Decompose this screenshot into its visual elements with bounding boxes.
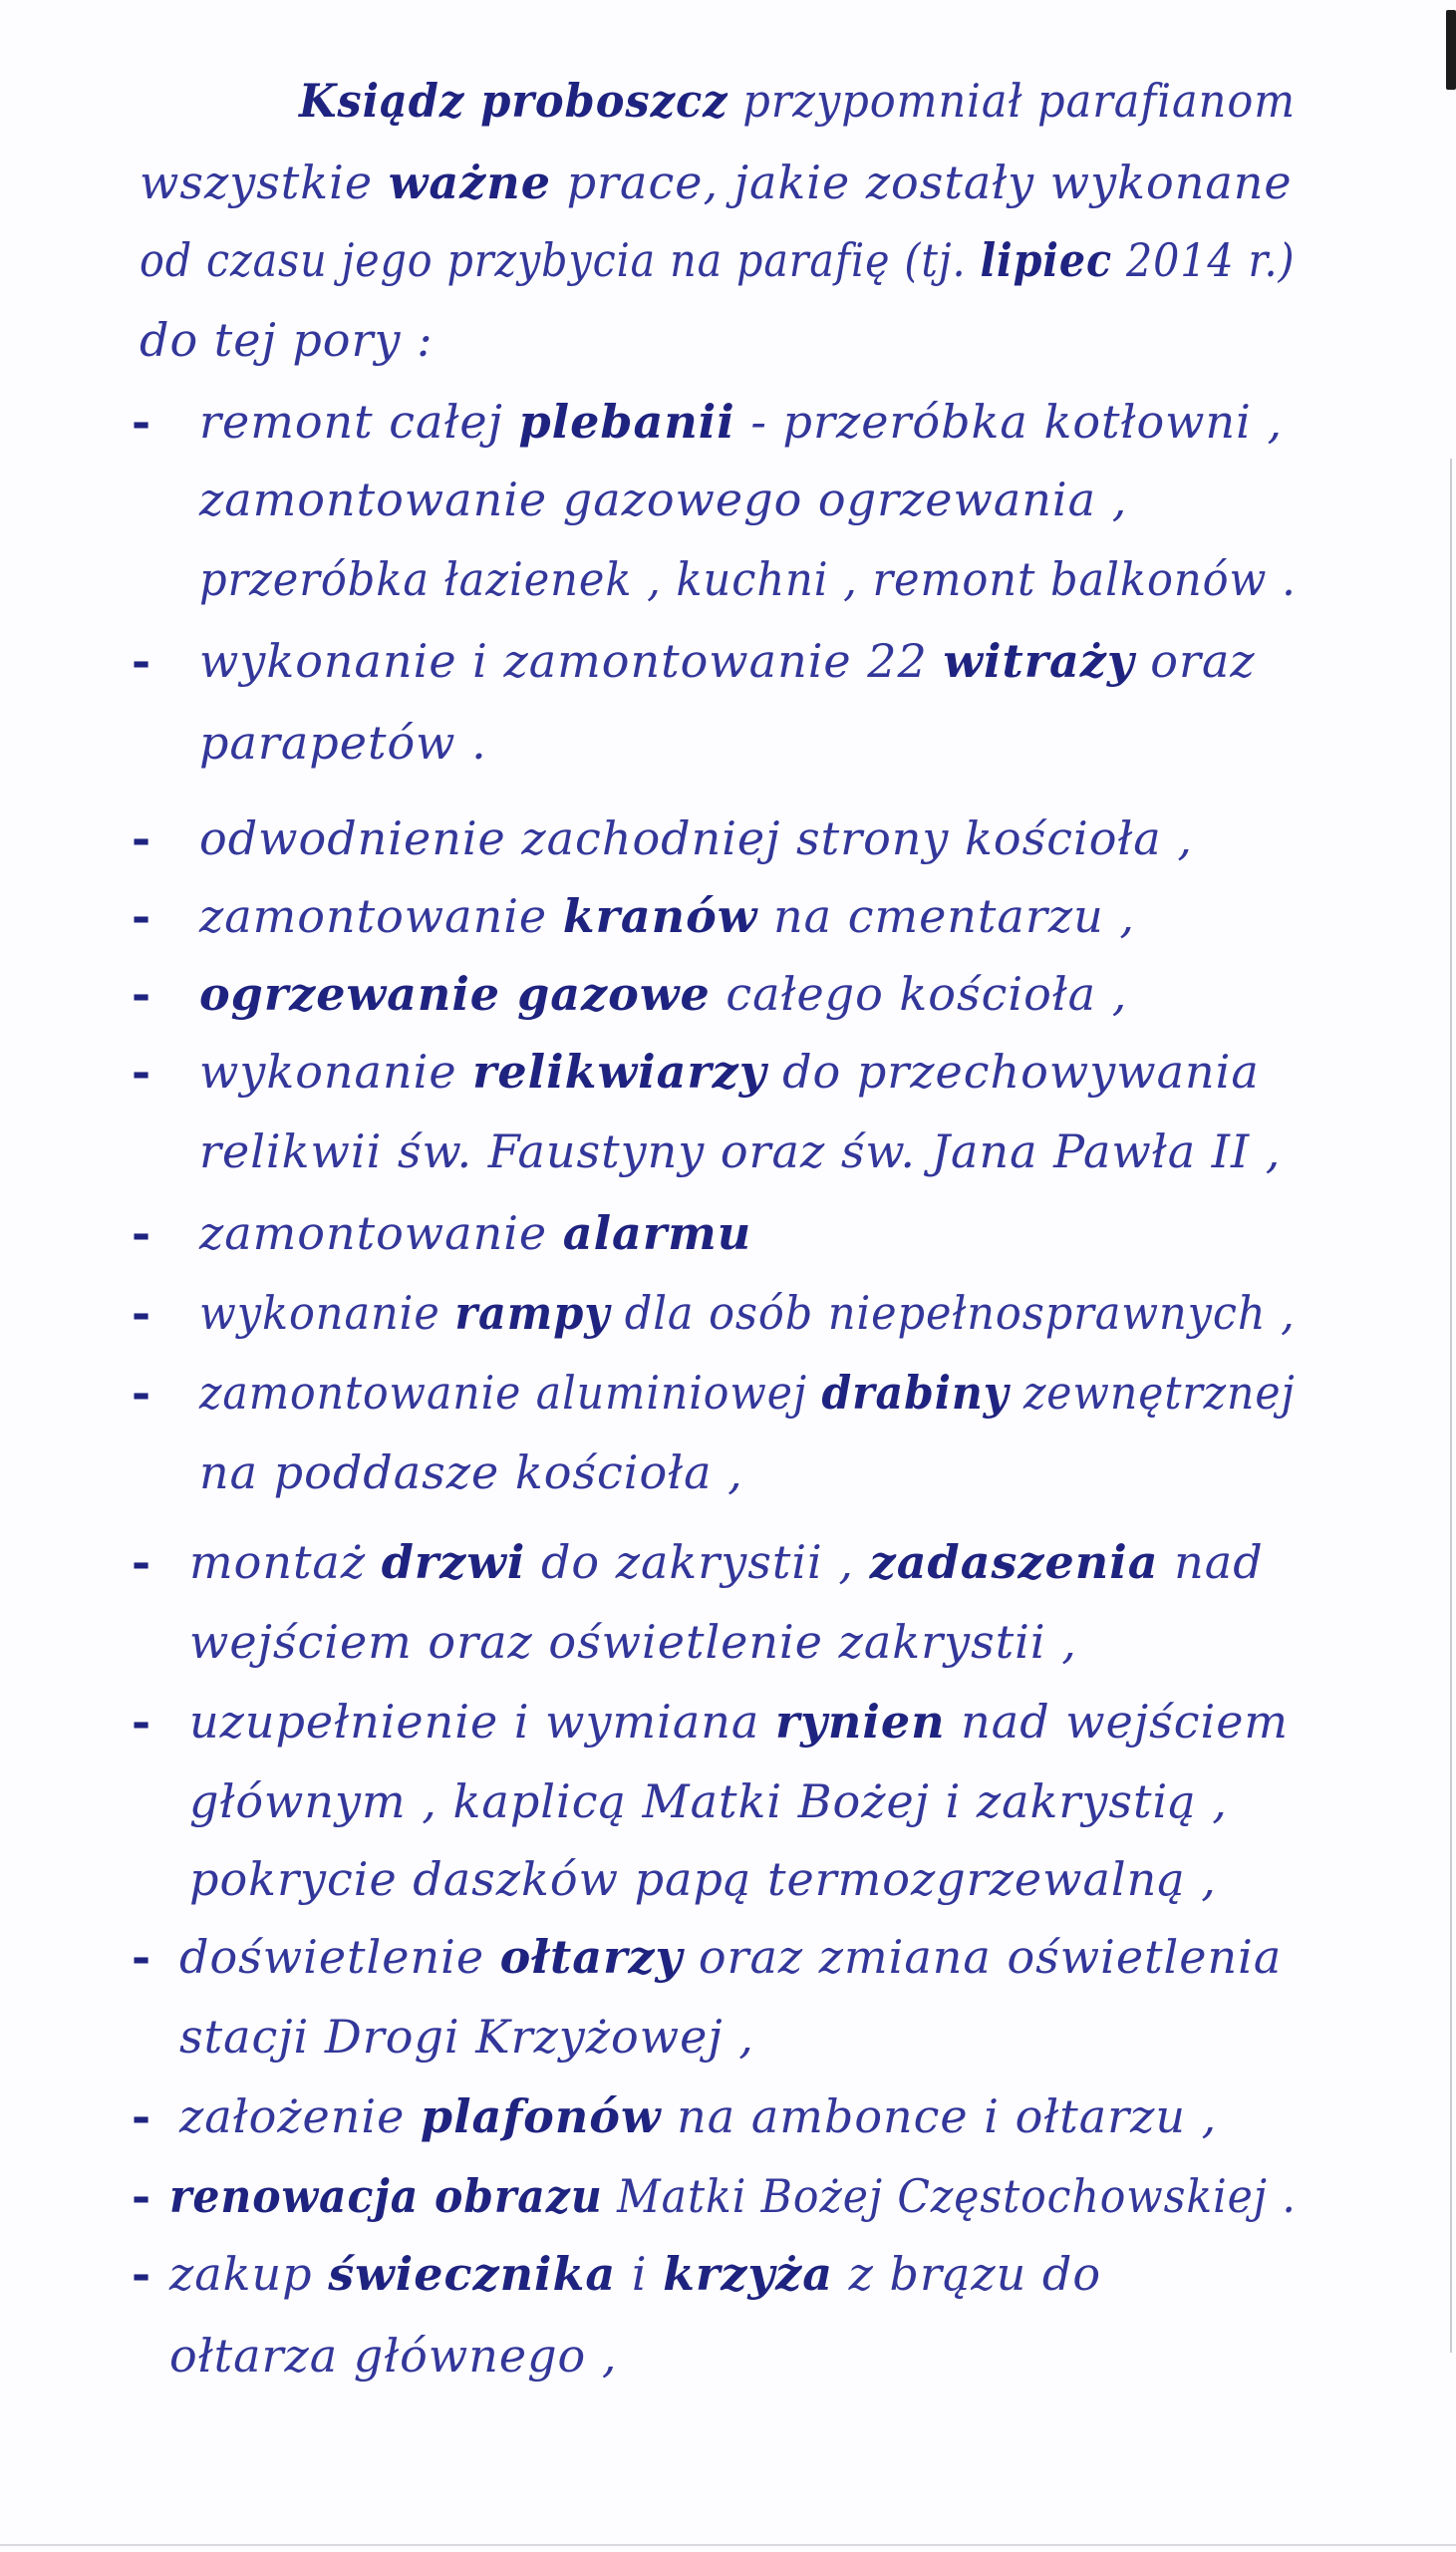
text-line-item-10-1 (189, 1774, 1228, 1828)
text-fragment: z brązu do (833, 2247, 1102, 2301)
text-fragment: do przechowywania (766, 1045, 1260, 1099)
text-fragment: stacji Drogi Krzyżowej , (179, 2010, 754, 2064)
bullet-dash: - (132, 634, 152, 688)
text-line-item-0-1 (199, 473, 1128, 526)
emphasized-text: relikwiarzy (472, 1045, 767, 1099)
emphasized-text: kranów (562, 889, 758, 943)
text-line-item-10-0 (189, 1695, 1290, 1749)
text-fragment: wykonanie (199, 1286, 455, 1340)
text-fragment: na poddasze kościoła , (199, 1445, 743, 1499)
text-line-item-6-0 (199, 1206, 752, 1260)
emphasized-text: plebanii (518, 395, 735, 449)
text-fragment: i (616, 2247, 664, 2301)
bullet-dash: - (132, 2169, 152, 2223)
text-line-item-10-2 (189, 1852, 1217, 1906)
emphasized-text: rynien (774, 1695, 946, 1749)
text-fragment: zamontowanie gazowego ogrzewania , (199, 473, 1128, 526)
text-line-intro-0 (299, 74, 1297, 128)
bullet-dash: - (132, 811, 152, 865)
text-line-item-5-1 (199, 1124, 1282, 1178)
bullet-dash: - (132, 1045, 152, 1099)
text-fragment: - przeróbka kotłowni , (734, 395, 1284, 449)
paper-right-edge (1450, 459, 1452, 2353)
text-line-item-14-1 (169, 2329, 618, 2383)
emphasized-text: rampy (454, 1286, 611, 1340)
emphasized-text: ważne (388, 156, 551, 209)
emphasized-text: alarmu (562, 1206, 752, 1260)
bullet-dash: - (132, 1930, 152, 1984)
emphasized-text: zadaszenia (869, 1535, 1159, 1589)
emphasized-text: świecznika (328, 2247, 617, 2301)
bullet-dash: - (132, 1206, 152, 1260)
text-fragment: ołtarza głównego , (169, 2329, 618, 2383)
text-fragment: całego kościoła , (710, 967, 1128, 1021)
paper-bottom-edge (0, 2544, 1456, 2546)
text-fragment: nad (1158, 1535, 1264, 1589)
text-fragment: nad wejściem (945, 1695, 1290, 1749)
bullet-dash: - (132, 395, 152, 449)
text-fragment: Matki Bożej Częstochowskiej . (602, 2169, 1297, 2223)
text-line-item-12-0 (179, 2089, 1218, 2143)
text-line-item-13-0 (169, 2169, 1297, 2223)
text-fragment: głównym , kaplicą Matki Bożej i zakrystią , (189, 1774, 1228, 1828)
emphasized-text: drabiny (821, 1366, 1010, 1420)
text-fragment: zamontowanie (199, 889, 563, 943)
text-fragment: montaż (189, 1535, 382, 1589)
text-fragment: wszystkie (140, 156, 389, 209)
text-line-item-7-0 (199, 1286, 1296, 1340)
bullet-dash: - (132, 1286, 152, 1340)
text-fragment: remont całej (199, 395, 519, 449)
text-fragment: 2014 r.) (1111, 233, 1296, 287)
bullet-dash: - (132, 2247, 152, 2301)
text-fragment: przeróbka łazienek , kuchni , remont balkonów . (199, 552, 1297, 606)
bullet-dash: - (132, 1366, 152, 1420)
text-line-item-11-0 (179, 1930, 1283, 1984)
emphasized-text: lipiec (980, 233, 1112, 287)
text-line-intro-1 (140, 156, 1293, 209)
text-line-item-4-0 (199, 967, 1128, 1021)
text-line-item-2-0 (199, 811, 1193, 865)
text-fragment: oraz zmiana oświetlenia (683, 1930, 1283, 1984)
text-line-item-1-0 (199, 634, 1256, 688)
emphasized-text: Ksiądz proboszcz (299, 74, 728, 128)
text-line-item-5-0 (199, 1045, 1260, 1099)
text-fragment: parapetów . (199, 716, 487, 770)
text-fragment: doświetlenie (179, 1930, 500, 1984)
bullet-dash: - (132, 2089, 152, 2143)
text-fragment: założenie (179, 2089, 421, 2143)
text-fragment: dla osób niepełnosprawnych , (610, 1286, 1296, 1340)
emphasized-text: witraży (943, 634, 1135, 688)
emphasized-text: ołtarzy (499, 1930, 684, 1984)
text-fragment: odwodnienie zachodniej strony kościoła , (199, 811, 1193, 865)
text-line-intro-3 (140, 313, 434, 367)
text-line-item-3-0 (199, 889, 1135, 943)
paper-edge-shadow (1446, 10, 1456, 90)
text-line-item-9-1 (189, 1615, 1077, 1669)
text-line-item-14-0 (169, 2247, 1102, 2301)
bullet-dash: - (132, 1695, 152, 1749)
text-fragment: zamontowanie aluminiowej (199, 1366, 822, 1420)
text-fragment: na cmentarzu , (757, 889, 1135, 943)
text-fragment: przypomniał parafianom (728, 74, 1297, 128)
text-line-item-0-0 (199, 395, 1284, 449)
emphasized-text: drzwi (381, 1535, 526, 1589)
emphasized-text: ogrzewanie gazowe (199, 967, 711, 1021)
text-fragment: pokrycie daszków papą termozgrzewalną , (189, 1852, 1217, 1906)
text-fragment: do zakrystii , (525, 1535, 870, 1589)
text-line-item-1-1 (199, 716, 487, 770)
text-fragment: oraz (1134, 634, 1256, 688)
text-fragment: uzupełnienie i wymiana (189, 1695, 775, 1749)
text-fragment: zakup (169, 2247, 329, 2301)
text-line-intro-2 (140, 233, 1296, 287)
text-fragment: wykonanie i zamontowanie 22 (199, 634, 944, 688)
bullet-dash: - (132, 1535, 152, 1589)
bullet-dash: - (132, 889, 152, 943)
text-line-item-9-0 (189, 1535, 1264, 1589)
text-fragment: prace, jakie zostały wykonane (550, 156, 1293, 209)
text-line-item-0-2 (199, 552, 1297, 606)
text-fragment: wejściem oraz oświetlenie zakrystii , (189, 1615, 1077, 1669)
text-fragment: wykonanie (199, 1045, 473, 1099)
emphasized-text: plafonów (420, 2089, 662, 2143)
text-fragment: do tej pory : (140, 313, 434, 367)
bullet-dash: - (132, 967, 152, 1021)
text-fragment: zewnętrznej (1009, 1366, 1296, 1420)
emphasized-text: renowacja obrazu (169, 2169, 603, 2223)
text-fragment: od czasu jego przybycia na parafię (tj. (140, 233, 981, 287)
text-line-item-8-1 (199, 1445, 743, 1499)
emphasized-text: krzyża (663, 2247, 834, 2301)
text-line-item-8-0 (199, 1366, 1296, 1420)
text-fragment: zamontowanie (199, 1206, 563, 1260)
text-fragment: na ambonce i ołtarzu , (661, 2089, 1218, 2143)
text-line-item-11-1 (179, 2010, 754, 2064)
text-fragment: relikwii św. Faustyny oraz św. Jana Pawła II , (199, 1124, 1282, 1178)
